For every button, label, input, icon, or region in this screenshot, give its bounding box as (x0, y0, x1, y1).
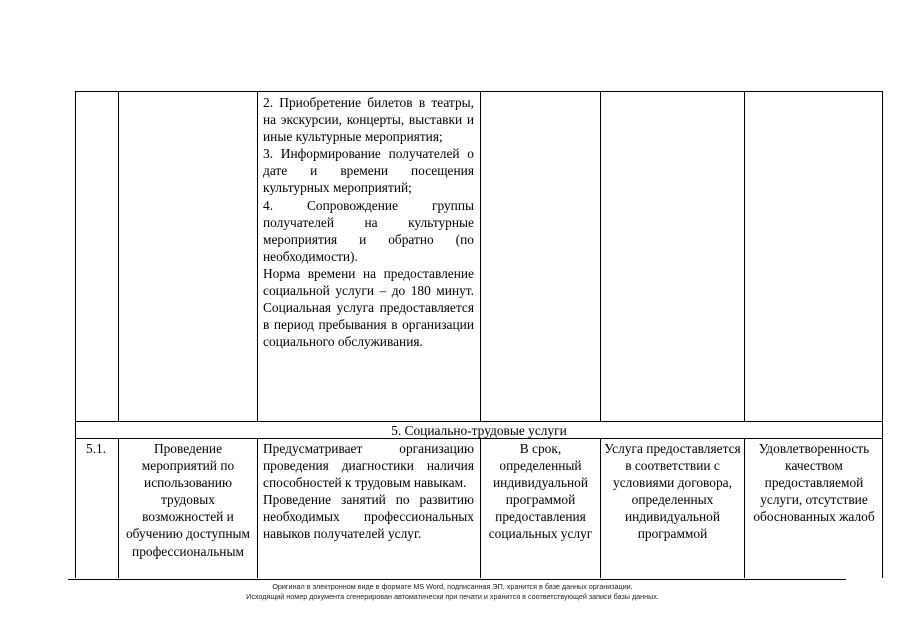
footer-note-original: Оригинал в электронном виде в формате MS Word, подписанная ЭП, хранится в базе данных организации. (272, 582, 633, 591)
footer-divider (68, 579, 846, 580)
column-divider (600, 438, 601, 578)
column-divider (744, 91, 745, 421)
service-description-continued: 2. Приобретение билетов в театры, на экскурсии, концерты, выставки и иные культурные мероприятия; 3. Информирование получателей о дате и времени посещения культурных мероприятий; 4. Сопровождение группы получателей на культурные мероприятия и обратно (по необходимости). Норма времени на предоставление социальной услуги – до 180 минут. Социальная услуга предоставляется в период пребывания в организации социального обслуживания. (263, 95, 474, 350)
column-divider (744, 438, 745, 578)
footer-note-number: Исходящий номер документа сгенерирован автоматически при печати и хранится в соответствующей записи базы данных. (246, 592, 659, 601)
column-divider (480, 91, 481, 421)
service-name: Проведение мероприятий по использованию трудовых возможностей и обучению доступным профессиональным (125, 441, 250, 559)
column-divider (118, 438, 119, 578)
column-divider (480, 438, 481, 578)
service-description: Предусматривает организацию проведения диагностики наличия способностей к трудовым навыкам. Проведение занятий по развитию необходимых профессиональных навыков получателей услуг. (263, 441, 474, 542)
row-number: 5.1. (86, 441, 107, 456)
column-divider (600, 91, 601, 421)
column-divider (257, 91, 258, 421)
section-title: 5. Социально-трудовые услуги (391, 423, 567, 438)
table-left-border (75, 91, 76, 578)
column-divider (257, 438, 258, 578)
quality-indicator: Удовлетворенность качеством предоставляемой услуги, отсутствие обоснованных жалоб (753, 441, 875, 525)
table-top-border (75, 91, 883, 92)
service-conditions: Услуга предоставляется в соответствии с условиями договора, определенных индивидуальной программой (604, 441, 741, 542)
service-term: В срок, определенный индивидуальной программой предоставления социальных услуг (488, 441, 593, 542)
table-right-border (882, 91, 883, 578)
column-divider (118, 91, 119, 421)
